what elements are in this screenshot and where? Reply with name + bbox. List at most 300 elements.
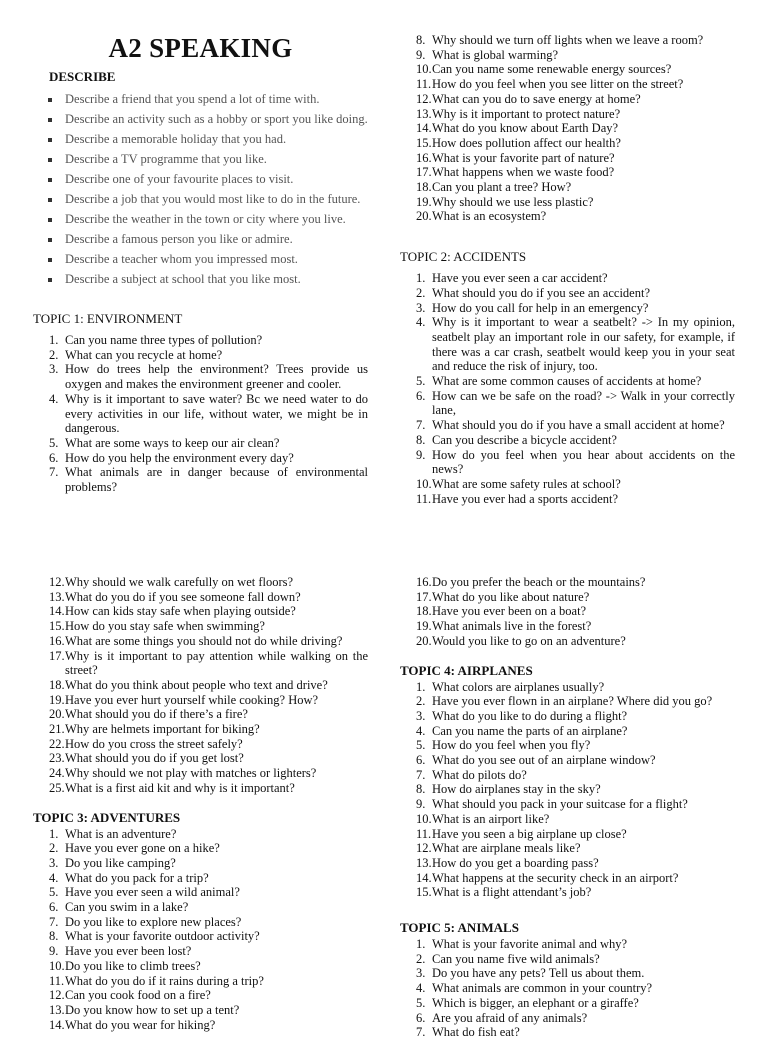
list-item bbox=[33, 781, 368, 796]
list-item bbox=[400, 966, 735, 981]
item-number: 19. bbox=[416, 194, 432, 209]
item-text: How do trees help the environment? Trees provide us oxygen and makes the environment greener and cooler. bbox=[65, 362, 368, 392]
list-item bbox=[33, 132, 368, 147]
item-number: 25. bbox=[49, 780, 65, 795]
list-item bbox=[33, 634, 368, 649]
item-number: 15. bbox=[49, 619, 65, 634]
item-number: 1. bbox=[49, 333, 59, 347]
item-number: 19. bbox=[416, 619, 432, 634]
list-item bbox=[33, 929, 368, 944]
item-text: Can you name five wild animals? bbox=[432, 951, 600, 966]
list-item bbox=[400, 62, 735, 77]
list-item bbox=[33, 392, 368, 436]
item-number: 1. bbox=[49, 826, 59, 841]
list-item bbox=[33, 92, 368, 107]
topic1-list-continued bbox=[400, 33, 735, 224]
bullet-icon bbox=[48, 218, 52, 222]
list-item bbox=[400, 433, 735, 448]
item-text: What do you see out of an airplane window? bbox=[432, 753, 656, 768]
item-text: Why is it important to save water? Bc we need water to do every activities in our life, without water, we might be in dangerous. bbox=[65, 391, 368, 436]
list-item bbox=[33, 649, 368, 678]
item-number: 6. bbox=[416, 753, 426, 768]
item-text: What animals are in danger because of environmental problems? bbox=[65, 465, 368, 495]
page2-left-column bbox=[33, 575, 368, 1032]
topic4-list bbox=[400, 680, 735, 901]
item-text: What should you pack in your suitcase for a flight? bbox=[432, 797, 688, 812]
item-number: 10. bbox=[416, 476, 432, 491]
bullet-icon bbox=[48, 238, 52, 242]
item-number: 5. bbox=[49, 435, 59, 450]
item-text: How do you help the environment every day? bbox=[65, 450, 294, 465]
item-text: How do you stay safe when swimming? bbox=[65, 619, 265, 634]
item-text: Do you like camping? bbox=[65, 855, 176, 870]
list-item bbox=[33, 1018, 368, 1033]
list-item bbox=[400, 827, 735, 842]
bullet-icon bbox=[48, 278, 52, 282]
item-number: 11. bbox=[49, 973, 65, 988]
list-item bbox=[400, 768, 735, 783]
list-item bbox=[400, 209, 735, 224]
item-text: Why are helmets important for biking? bbox=[65, 722, 260, 737]
item-text: Describe a memorable holiday that you had. bbox=[65, 132, 287, 146]
list-item bbox=[400, 575, 735, 590]
item-text: Can you plant a tree? How? bbox=[432, 180, 572, 195]
list-item bbox=[33, 619, 368, 634]
item-text: What is a flight attendant’s job? bbox=[432, 885, 592, 900]
item-number: 9. bbox=[416, 47, 426, 62]
item-number: 16. bbox=[416, 575, 432, 589]
item-text: What do fish eat? bbox=[432, 1025, 520, 1040]
item-text: What do you like about nature? bbox=[432, 589, 590, 604]
item-number: 23. bbox=[49, 751, 65, 766]
list-item bbox=[400, 871, 735, 886]
item-number: 21. bbox=[49, 722, 65, 737]
item-number: 13. bbox=[416, 106, 432, 121]
list-item bbox=[400, 724, 735, 739]
list-item bbox=[33, 885, 368, 900]
list-item bbox=[33, 436, 368, 451]
list-item bbox=[400, 709, 735, 724]
item-text: What colors are airplanes usually? bbox=[432, 679, 605, 694]
item-number: 2. bbox=[416, 951, 426, 966]
list-item bbox=[33, 737, 368, 752]
topic1-heading: TOPIC 1: ENVIRONMENT bbox=[33, 311, 183, 326]
item-text: Describe a TV programme that you like. bbox=[65, 152, 267, 166]
list-item bbox=[400, 286, 735, 301]
item-number: 12. bbox=[416, 91, 432, 106]
list-item bbox=[400, 389, 735, 418]
list-item bbox=[33, 152, 368, 167]
item-number: 7. bbox=[416, 1025, 426, 1040]
item-number: 4. bbox=[49, 391, 59, 406]
item-text: Have you ever hurt yourself while cooking? How? bbox=[65, 692, 319, 707]
item-text: Why should we walk carefully on wet floors? bbox=[65, 575, 294, 589]
list-item bbox=[33, 1003, 368, 1018]
list-item bbox=[400, 694, 735, 709]
item-number: 24. bbox=[49, 766, 65, 781]
list-item bbox=[33, 232, 368, 247]
list-item bbox=[400, 92, 735, 107]
item-number: 4. bbox=[49, 870, 59, 885]
item-number: 18. bbox=[49, 677, 65, 692]
item-text: What are some common causes of accidents at home? bbox=[432, 374, 702, 389]
list-item bbox=[400, 753, 735, 768]
item-number: 18. bbox=[416, 180, 432, 195]
item-number: 9. bbox=[416, 797, 426, 812]
item-text: What should you do if you get lost? bbox=[65, 751, 244, 766]
item-number: 6. bbox=[416, 388, 426, 403]
topic2-heading: TOPIC 2: ACCIDENTS bbox=[400, 249, 527, 265]
list-item bbox=[400, 841, 735, 856]
item-text: How do airplanes stay in the sky? bbox=[432, 782, 601, 797]
item-number: 3. bbox=[416, 708, 426, 723]
list-item bbox=[33, 766, 368, 781]
item-text: How does pollution affect our health? bbox=[432, 135, 621, 150]
item-text: Do you have any pets? Tell us about them. bbox=[432, 966, 645, 981]
list-item bbox=[400, 619, 735, 634]
item-text: What is your favorite animal and why? bbox=[432, 937, 628, 952]
item-text: Do you prefer the beach or the mountains? bbox=[432, 575, 646, 589]
item-text: What do you think about people who text and drive? bbox=[65, 677, 328, 692]
item-text: How do you feel when you fly? bbox=[432, 738, 591, 753]
item-number: 11. bbox=[416, 77, 432, 92]
list-item bbox=[400, 374, 735, 389]
item-text: Can you swim in a lake? bbox=[65, 900, 189, 915]
item-text: Can you name three types of pollution? bbox=[65, 333, 263, 347]
item-number: 7. bbox=[416, 418, 426, 433]
list-item bbox=[33, 212, 368, 227]
item-text: What is global warming? bbox=[432, 47, 559, 62]
list-item bbox=[400, 680, 735, 695]
bullet-icon bbox=[48, 198, 52, 202]
list-item bbox=[33, 900, 368, 915]
list-item bbox=[400, 48, 735, 63]
item-text: Would you like to go on an adventure? bbox=[432, 633, 626, 648]
topic1-list bbox=[33, 333, 368, 495]
item-text: What animals are common in your country? bbox=[432, 981, 653, 996]
item-number: 17. bbox=[416, 165, 432, 180]
item-text: What do you like to do during a flight? bbox=[432, 708, 628, 723]
item-text: Do you know how to set up a tent? bbox=[65, 1002, 240, 1017]
item-number: 8. bbox=[416, 782, 426, 797]
item-number: 15. bbox=[416, 885, 432, 900]
list-item bbox=[400, 634, 735, 649]
item-text: How can we be safe on the road? -> Walk in your correctly lane, bbox=[432, 388, 735, 418]
item-number: 13. bbox=[416, 855, 432, 870]
bullet-icon bbox=[48, 158, 52, 162]
item-text: What happens at the security check in an airport? bbox=[432, 870, 679, 885]
describe-heading: DESCRIBE bbox=[49, 69, 116, 84]
item-text: What is an ecosystem? bbox=[432, 209, 547, 224]
item-text: Do you like to explore new places? bbox=[65, 914, 242, 929]
item-text: What are airplane meals like? bbox=[432, 841, 581, 856]
describe-list bbox=[33, 92, 368, 287]
item-text: Do you like to climb trees? bbox=[65, 958, 201, 973]
item-number: 14. bbox=[416, 870, 432, 885]
item-number: 4. bbox=[416, 315, 426, 330]
list-item bbox=[33, 590, 368, 605]
item-number: 14. bbox=[416, 121, 432, 136]
item-text: How do you cross the street safely? bbox=[65, 736, 243, 751]
item-number: 14. bbox=[49, 604, 65, 619]
list-item bbox=[400, 797, 735, 812]
item-text: Have you seen a big airplane up close? bbox=[432, 826, 627, 841]
bullet-icon bbox=[48, 178, 52, 182]
item-text: Why is it important to pay attention while walking on the street? bbox=[65, 648, 368, 678]
list-item bbox=[33, 172, 368, 187]
item-number: 2. bbox=[49, 347, 59, 362]
item-text: Are you afraid of any animals? bbox=[432, 1010, 588, 1025]
item-number: 16. bbox=[49, 633, 65, 648]
item-text: Have you ever seen a car accident? bbox=[432, 271, 608, 286]
list-item bbox=[400, 492, 735, 507]
item-text: Describe a famous person you like or admire. bbox=[65, 232, 293, 246]
item-number: 9. bbox=[49, 944, 59, 959]
item-text: How do you get a boarding pass? bbox=[432, 855, 599, 870]
list-item bbox=[33, 272, 368, 287]
list-item bbox=[400, 448, 735, 477]
list-item bbox=[33, 575, 368, 590]
item-text: What should you do if you have a small accident at home? bbox=[432, 418, 725, 433]
item-text: Describe one of your favourite places to visit. bbox=[65, 172, 294, 186]
item-number: 10. bbox=[416, 62, 432, 77]
item-number: 20. bbox=[416, 209, 432, 224]
list-item bbox=[400, 121, 735, 136]
topic3-heading: TOPIC 3: ADVENTURES bbox=[33, 809, 181, 825]
list-item bbox=[400, 1025, 735, 1040]
item-text: What is an airport like? bbox=[432, 811, 550, 826]
page1-left-column bbox=[33, 33, 368, 495]
list-item bbox=[400, 33, 735, 48]
list-item bbox=[400, 315, 735, 374]
item-number: 2. bbox=[49, 841, 59, 856]
item-number: 9. bbox=[416, 447, 426, 462]
item-text: How can kids stay safe when playing outside? bbox=[65, 604, 296, 619]
item-text: How do you feel when you see litter on the street? bbox=[432, 77, 684, 92]
item-text: What is your favorite part of nature? bbox=[432, 150, 615, 165]
list-item bbox=[400, 952, 735, 967]
item-number: 1. bbox=[416, 937, 426, 952]
list-item bbox=[400, 812, 735, 827]
page1-right-column bbox=[400, 33, 735, 506]
item-text: What should you do if you see an accident? bbox=[432, 285, 650, 300]
item-number: 11. bbox=[416, 491, 432, 506]
list-item bbox=[33, 841, 368, 856]
item-number: 8. bbox=[416, 33, 426, 47]
item-text: Can you describe a bicycle accident? bbox=[432, 432, 617, 447]
item-number: 3. bbox=[49, 855, 59, 870]
item-text: What is a first aid kit and why is it important? bbox=[65, 780, 295, 795]
page-title: A2 SPEAKING bbox=[108, 33, 293, 63]
item-text: What do pilots do? bbox=[432, 767, 527, 782]
item-text: What happens when we waste food? bbox=[432, 165, 615, 180]
item-text: What do you do if you see someone fall down? bbox=[65, 589, 301, 604]
list-item bbox=[400, 885, 735, 900]
item-text: What do you do if it rains during a trip? bbox=[65, 973, 264, 988]
item-number: 14. bbox=[49, 1017, 65, 1032]
topic2-list bbox=[400, 271, 735, 506]
item-number: 5. bbox=[416, 738, 426, 753]
list-item bbox=[400, 856, 735, 871]
item-number: 6. bbox=[416, 1010, 426, 1025]
topic5-list bbox=[400, 937, 735, 1040]
topic4-heading: TOPIC 4: AIRPLANES bbox=[400, 662, 533, 678]
list-item bbox=[33, 678, 368, 693]
list-item bbox=[33, 693, 368, 708]
topic3-list bbox=[33, 827, 368, 1033]
item-text: Can you name the parts of an airplane? bbox=[432, 723, 628, 738]
item-text: Describe the weather in the town or city where you live. bbox=[65, 212, 346, 226]
item-number: 8. bbox=[49, 929, 59, 944]
list-item bbox=[400, 165, 735, 180]
list-item bbox=[400, 996, 735, 1011]
item-text: What should you do if there’s a fire? bbox=[65, 707, 248, 722]
item-text: Have you ever had a sports accident? bbox=[432, 491, 619, 506]
bullet-icon bbox=[48, 118, 52, 122]
item-text: Why is it important to protect nature? bbox=[432, 106, 621, 121]
page2-right-column bbox=[400, 575, 735, 1040]
list-item bbox=[33, 333, 368, 348]
list-item bbox=[33, 465, 368, 494]
item-text: Describe a teacher whom you impressed most. bbox=[65, 252, 298, 266]
item-number: 11. bbox=[416, 826, 432, 841]
list-item bbox=[33, 751, 368, 766]
list-item bbox=[33, 974, 368, 989]
item-text: Why is it important to wear a seatbelt? -> In my opinion, seatbelt play an important role in our safety, for example, if there was a car crash, seatbelt would keep you in your seat and reduce the risk of injury, too. bbox=[432, 315, 735, 374]
list-item bbox=[33, 348, 368, 363]
list-item bbox=[33, 988, 368, 1003]
item-text: What can you recycle at home? bbox=[65, 347, 223, 362]
item-text: Describe a subject at school that you like most. bbox=[65, 272, 301, 286]
item-number: 13. bbox=[49, 589, 65, 604]
list-item bbox=[400, 136, 735, 151]
list-item bbox=[400, 937, 735, 952]
item-number: 7. bbox=[49, 914, 59, 929]
item-number: 20. bbox=[416, 633, 432, 648]
item-number: 16. bbox=[416, 150, 432, 165]
item-number: 2. bbox=[416, 694, 426, 709]
topic2-list-continued bbox=[33, 575, 368, 796]
list-item bbox=[400, 981, 735, 996]
item-number: 4. bbox=[416, 981, 426, 996]
item-text: How do you feel when you hear about accidents on the news? bbox=[432, 447, 735, 477]
list-item bbox=[400, 782, 735, 797]
item-text: What is an adventure? bbox=[65, 826, 177, 841]
list-item bbox=[400, 301, 735, 316]
item-number: 15. bbox=[416, 135, 432, 150]
item-text: What are some safety rules at school? bbox=[432, 476, 621, 491]
item-number: 6. bbox=[49, 900, 59, 915]
item-text: Can you name some renewable energy sources? bbox=[432, 62, 672, 77]
item-text: Which is bigger, an elephant or a giraffe? bbox=[432, 995, 639, 1010]
item-text: What animals live in the forest? bbox=[432, 619, 592, 634]
item-number: 1. bbox=[416, 271, 426, 286]
item-number: 5. bbox=[416, 374, 426, 389]
list-item bbox=[33, 722, 368, 737]
item-number: 18. bbox=[416, 604, 432, 619]
item-number: 3. bbox=[49, 362, 59, 377]
list-item bbox=[400, 604, 735, 619]
item-number: 5. bbox=[49, 885, 59, 900]
item-text: Why should we turn off lights when we leave a room? bbox=[432, 33, 704, 47]
item-number: 7. bbox=[49, 465, 59, 480]
item-number: 19. bbox=[49, 692, 65, 707]
list-item bbox=[33, 112, 368, 127]
item-text: Why should we not play with matches or lighters? bbox=[65, 766, 317, 781]
list-item bbox=[33, 915, 368, 930]
item-number: 2. bbox=[416, 285, 426, 300]
list-item bbox=[33, 192, 368, 207]
list-item bbox=[400, 1011, 735, 1026]
list-item bbox=[400, 271, 735, 286]
item-text: What are some ways to keep our air clean? bbox=[65, 435, 280, 450]
list-item bbox=[33, 856, 368, 871]
list-item bbox=[33, 451, 368, 466]
item-text: Describe a job that you would most like to do in the future. bbox=[65, 192, 361, 206]
item-number: 12. bbox=[49, 988, 65, 1003]
item-text: Have you ever flown in an airplane? Where did you go? bbox=[432, 694, 713, 709]
item-text: Describe a friend that you spend a lot of time with. bbox=[65, 92, 320, 106]
item-text: Have you ever been lost? bbox=[65, 944, 192, 959]
item-number: 12. bbox=[49, 575, 65, 589]
item-text: Why should we use less plastic? bbox=[432, 194, 594, 209]
item-text: Have you ever gone on a hike? bbox=[65, 841, 220, 856]
item-text: What can you do to save energy at home? bbox=[432, 91, 641, 106]
list-item bbox=[400, 477, 735, 492]
item-number: 17. bbox=[416, 589, 432, 604]
item-number: 6. bbox=[49, 450, 59, 465]
item-number: 8. bbox=[416, 432, 426, 447]
item-text: What do you know about Earth Day? bbox=[432, 121, 619, 136]
list-item bbox=[33, 827, 368, 842]
item-number: 13. bbox=[49, 1002, 65, 1017]
item-number: 22. bbox=[49, 736, 65, 751]
item-text: What do you wear for hiking? bbox=[65, 1017, 216, 1032]
item-number: 10. bbox=[49, 958, 65, 973]
list-item bbox=[400, 195, 735, 210]
topic5-heading: TOPIC 5: ANIMALS bbox=[400, 920, 519, 936]
topic3-list-continued bbox=[400, 575, 735, 649]
list-item bbox=[33, 944, 368, 959]
list-item bbox=[400, 77, 735, 92]
list-item bbox=[400, 738, 735, 753]
bullet-icon bbox=[48, 138, 52, 142]
bullet-icon bbox=[48, 258, 52, 262]
item-text: Have you ever seen a wild animal? bbox=[65, 885, 240, 900]
item-number: 20. bbox=[49, 707, 65, 722]
list-item bbox=[33, 604, 368, 619]
list-item bbox=[33, 362, 368, 391]
list-item bbox=[33, 252, 368, 267]
item-number: 17. bbox=[49, 648, 65, 663]
list-item bbox=[400, 151, 735, 166]
item-number: 3. bbox=[416, 966, 426, 981]
list-item bbox=[400, 107, 735, 122]
list-item bbox=[400, 418, 735, 433]
item-text: Can you cook food on a fire? bbox=[65, 988, 211, 1003]
item-number: 12. bbox=[416, 841, 432, 856]
bullet-icon bbox=[48, 98, 52, 102]
list-item bbox=[33, 707, 368, 722]
list-item bbox=[400, 180, 735, 195]
item-text: Have you ever been on a boat? bbox=[432, 604, 587, 619]
item-number: 7. bbox=[416, 767, 426, 782]
item-text: What are some things you should not do while driving? bbox=[65, 633, 343, 648]
item-text: How do you call for help in an emergency? bbox=[432, 300, 649, 315]
item-text: Describe an activity such as a hobby or sport you like doing. bbox=[65, 112, 368, 126]
item-number: 4. bbox=[416, 723, 426, 738]
item-number: 1. bbox=[416, 679, 426, 694]
